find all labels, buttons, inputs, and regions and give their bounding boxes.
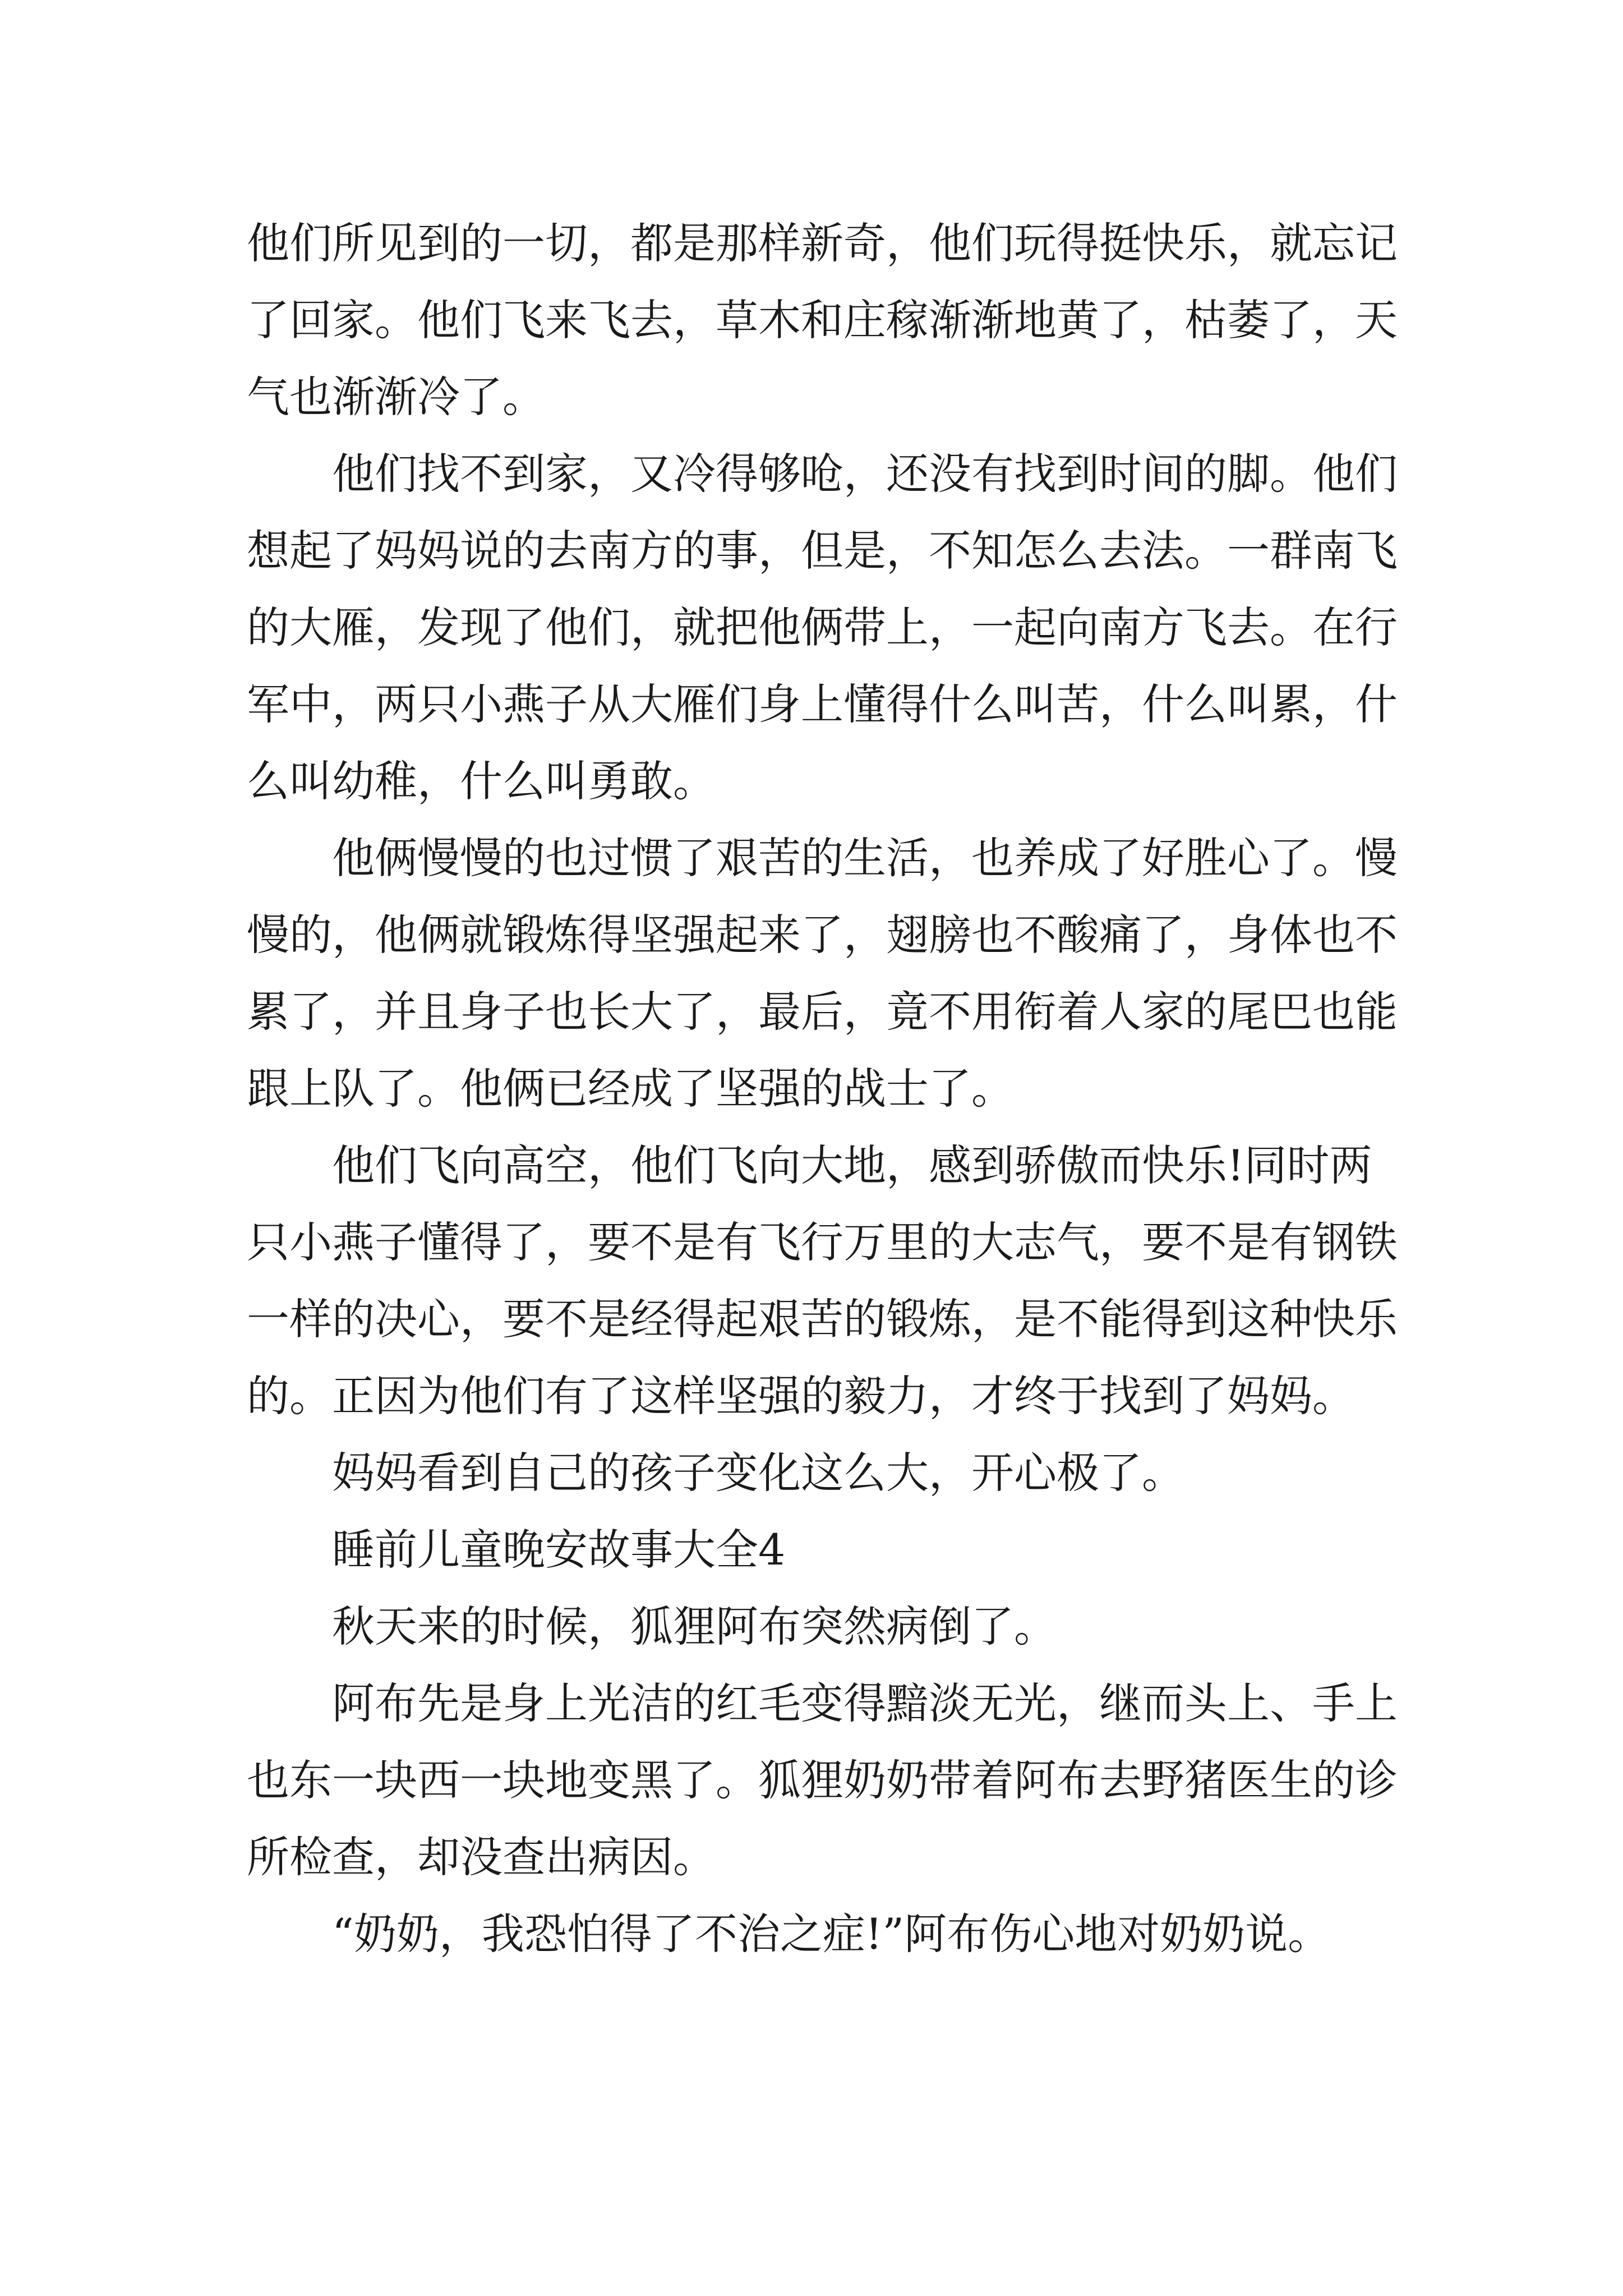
paragraph: 阿布先是身上光洁的红毛变得黯淡无光，继而头上、手上也东一块西一块地变黑了。狐狸奶奶带着阿布去野猪医生的诊所检查，却没查出病因。 bbox=[247, 1678, 1398, 1882]
paragraph: 他们找不到家，又冷得够呛，还没有找到时间的脚。他们想起了妈妈说的去南方的事，但是，不知怎么去法。一群南飞的大雁，发现了他们，就把他俩带上，一起向南方飞去。在行军中，两只小燕子从大雁们身上懂得什么叫苦，什么叫累，什么叫幼稚，什么叫勇敢。 bbox=[247, 449, 1398, 806]
section-heading: 睡前儿童晚安故事大全4 bbox=[332, 1525, 786, 1575]
paragraph: 秋天来的时候，狐狸阿布突然病倒了。 bbox=[332, 1602, 1057, 1651]
paragraph: 他俩慢慢的也过惯了艰苦的生活，也养成了好胜心了。慢慢的，他俩就锻炼得坚强起来了，翅膀也不酸痛了，身体也不累了，并且身子也长大了，最后，竟不用衔着人家的尾巴也能跟上队了。他俩已经成了坚强的战士了。 bbox=[247, 833, 1398, 1114]
paragraph: 妈妈看到自己的孩子变化这么大，开心极了。 bbox=[332, 1448, 1184, 1498]
paragraph: 他们飞向高空，他们飞向大地，感到骄傲而快乐!同时两只小燕子懂得了，要不是有飞行万里的大志气，要不是有钢铁一样的决心，要不是经得起艰苦的锻炼，是不能得到这种快乐的。正因为他们有了这样坚强的毅力，才终于找到了妈妈。 bbox=[247, 1140, 1398, 1421]
paragraph: 他们所见到的一切，都是那样新奇，他们玩得挺快乐，就忘记了回家。他们飞来飞去，草木和庄稼渐渐地黄了，枯萎了，天气也渐渐冷了。 bbox=[247, 218, 1398, 422]
paragraph: “奶奶，我恐怕得了不治之症!”阿布伤心地对奶奶说。 bbox=[332, 1909, 1331, 1959]
document-body bbox=[247, 205, 1402, 1972]
